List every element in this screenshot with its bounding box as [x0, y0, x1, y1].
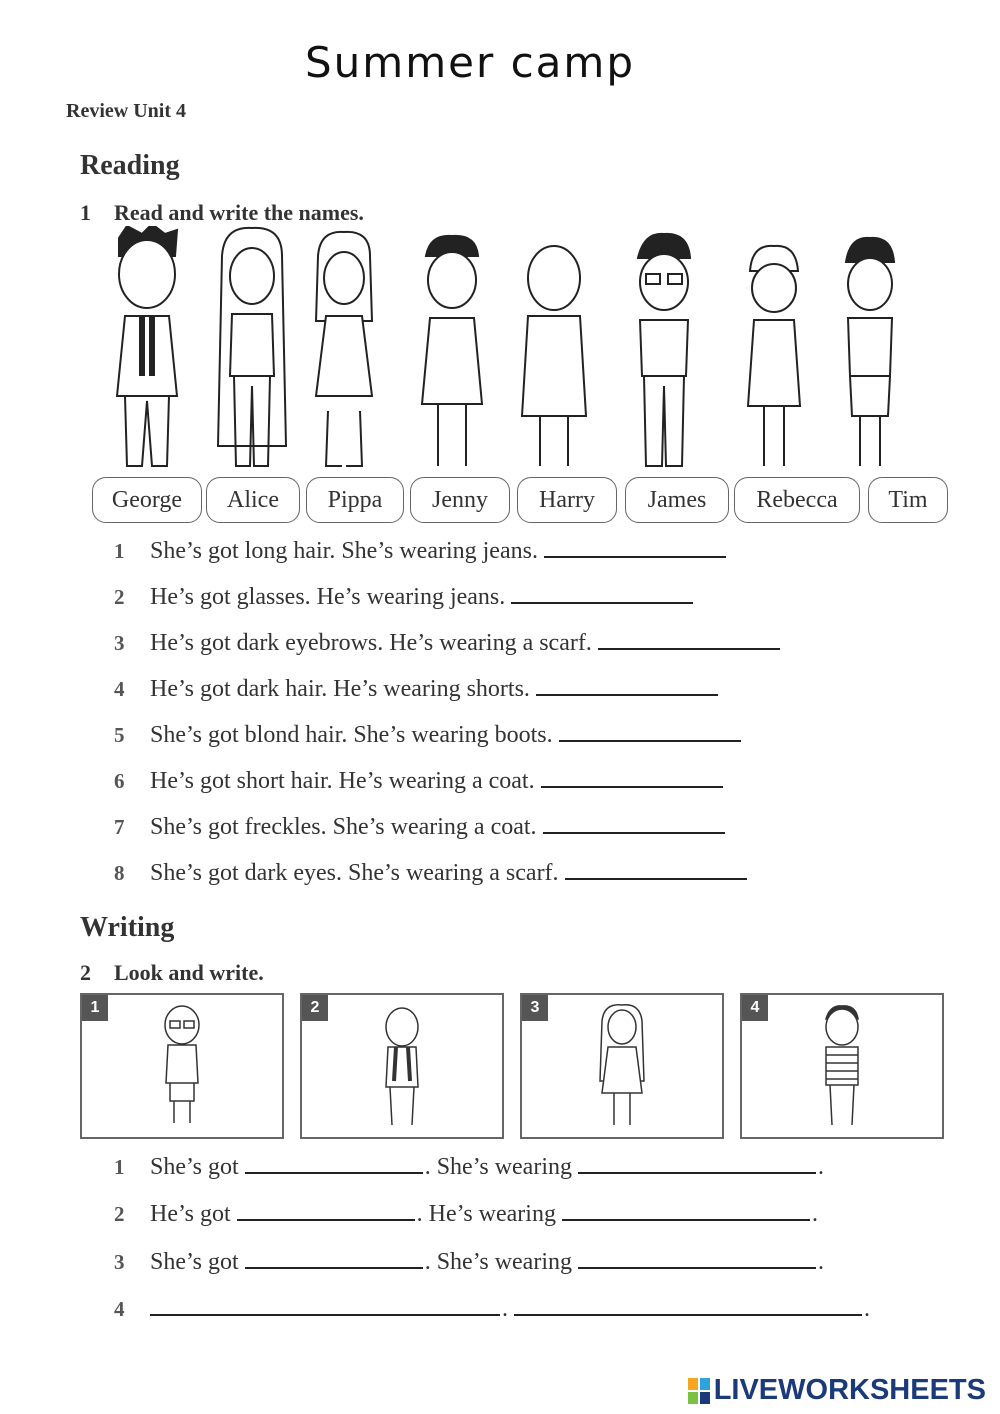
answer-blank[interactable] — [245, 1247, 423, 1269]
answer-blank[interactable] — [565, 858, 747, 880]
answer-blank[interactable] — [562, 1199, 810, 1221]
answer-blank[interactable] — [150, 1294, 500, 1316]
name-label-tim: Tim — [868, 477, 948, 523]
question-text: He’s got short hair. He’s wearing a coat. — [150, 768, 535, 794]
reading-question — [114, 536, 726, 565]
review-unit-label: Review Unit 4 — [66, 100, 186, 122]
line-end: . — [818, 1249, 824, 1275]
question-text: He’s got dark eyebrows. He’s wearing a scarf. — [150, 630, 592, 656]
writing-line — [114, 1152, 824, 1181]
answer-blank[interactable] — [541, 766, 723, 788]
writing-heading: Writing — [80, 912, 175, 943]
name-label-jenny: Jenny — [410, 477, 510, 523]
picture-panel-4 — [740, 993, 944, 1139]
line-prefix: She’s got — [150, 1154, 239, 1180]
name-label-rebecca: Rebecca — [734, 477, 860, 523]
reading-question — [114, 674, 718, 703]
line-prefix: He’s got — [150, 1201, 231, 1227]
line-prefix: She’s got — [150, 1249, 239, 1275]
writing-line — [114, 1199, 818, 1228]
question-text: She’s got dark eyes. She’s wearing a scarf. — [150, 860, 559, 886]
answer-blank[interactable] — [598, 628, 780, 650]
line-middle: . She’s wearing — [424, 1154, 572, 1180]
answer-blank[interactable] — [544, 536, 726, 558]
reading-question — [114, 812, 725, 841]
answer-blank[interactable] — [245, 1152, 423, 1174]
panel-number: 4 — [742, 995, 768, 1021]
reading-question — [114, 720, 741, 749]
picture-panel-1 — [80, 993, 284, 1139]
line-number: 1 — [114, 1155, 125, 1179]
answer-blank[interactable] — [543, 812, 725, 834]
line-middle: . She’s wearing — [424, 1249, 572, 1275]
question-number: 5 — [114, 723, 125, 747]
instruction-number: 1 — [80, 200, 91, 225]
line-end: . — [818, 1154, 824, 1180]
girl-with-long-hair-illustration — [572, 1001, 672, 1131]
instruction-text: Look and write. — [114, 960, 264, 985]
question-number: 4 — [114, 677, 125, 701]
question-text: She’s got long hair. She’s wearing jeans. — [150, 538, 538, 564]
answer-blank[interactable] — [559, 720, 741, 742]
question-text: She’s got freckles. She’s wearing a coat. — [150, 814, 537, 840]
reading-question — [114, 766, 723, 795]
girl-with-glasses-illustration — [132, 1001, 232, 1131]
question-text: He’s got dark hair. He’s wearing shorts. — [150, 676, 530, 702]
answer-blank[interactable] — [514, 1294, 862, 1316]
question-number: 8 — [114, 861, 125, 885]
panel-number: 2 — [302, 995, 328, 1021]
line-end: . — [864, 1296, 870, 1322]
question-text: He’s got glasses. He’s wearing jeans. — [150, 584, 506, 610]
question-number: 3 — [114, 631, 125, 655]
children-illustration — [92, 226, 952, 476]
instruction-number: 2 — [80, 960, 91, 985]
reading-question — [114, 582, 693, 611]
writing-instruction — [80, 960, 264, 986]
name-label-george: George — [92, 477, 202, 523]
logo-text: LIVEWORKSHEETS — [713, 1374, 986, 1406]
answer-blank[interactable] — [578, 1247, 816, 1269]
line-middle: . He’s wearing — [416, 1201, 556, 1227]
reading-instruction — [80, 200, 364, 226]
answer-blank[interactable] — [578, 1152, 816, 1174]
line-number: 4 — [114, 1297, 125, 1321]
boy-with-scarf-illustration — [352, 1001, 452, 1131]
liveworksheets-logo — [688, 1374, 986, 1407]
answer-blank[interactable] — [511, 582, 693, 604]
question-number: 6 — [114, 769, 125, 793]
question-number: 1 — [114, 539, 125, 563]
name-label-alice: Alice — [206, 477, 300, 523]
picture-panel-3 — [520, 993, 724, 1139]
liveworksheets-logo-icon — [688, 1378, 710, 1404]
panel-number: 3 — [522, 995, 548, 1021]
name-label-pippa: Pippa — [306, 477, 404, 523]
line-end: . — [811, 1201, 818, 1227]
boy-in-striped-shirt-illustration — [792, 1001, 892, 1131]
line-middle: . — [502, 1296, 508, 1322]
answer-blank[interactable] — [237, 1199, 415, 1221]
instruction-text: Read and write the names. — [114, 200, 364, 225]
answer-blank[interactable] — [536, 674, 718, 696]
question-number: 7 — [114, 815, 125, 839]
picture-panel-2 — [300, 993, 504, 1139]
line-number: 2 — [114, 1202, 125, 1226]
writing-line — [114, 1294, 870, 1323]
question-text: She’s got blond hair. She’s wearing boots. — [150, 722, 553, 748]
name-label-harry: Harry — [517, 477, 617, 523]
writing-line — [114, 1247, 824, 1276]
line-number: 3 — [114, 1250, 125, 1274]
reading-question — [114, 858, 747, 887]
reading-question — [114, 628, 780, 657]
name-label-james: James — [625, 477, 729, 523]
question-number: 2 — [114, 585, 125, 609]
page-title: Summer camp — [305, 38, 635, 87]
panel-number: 1 — [82, 995, 108, 1021]
reading-heading: Reading — [80, 150, 180, 181]
